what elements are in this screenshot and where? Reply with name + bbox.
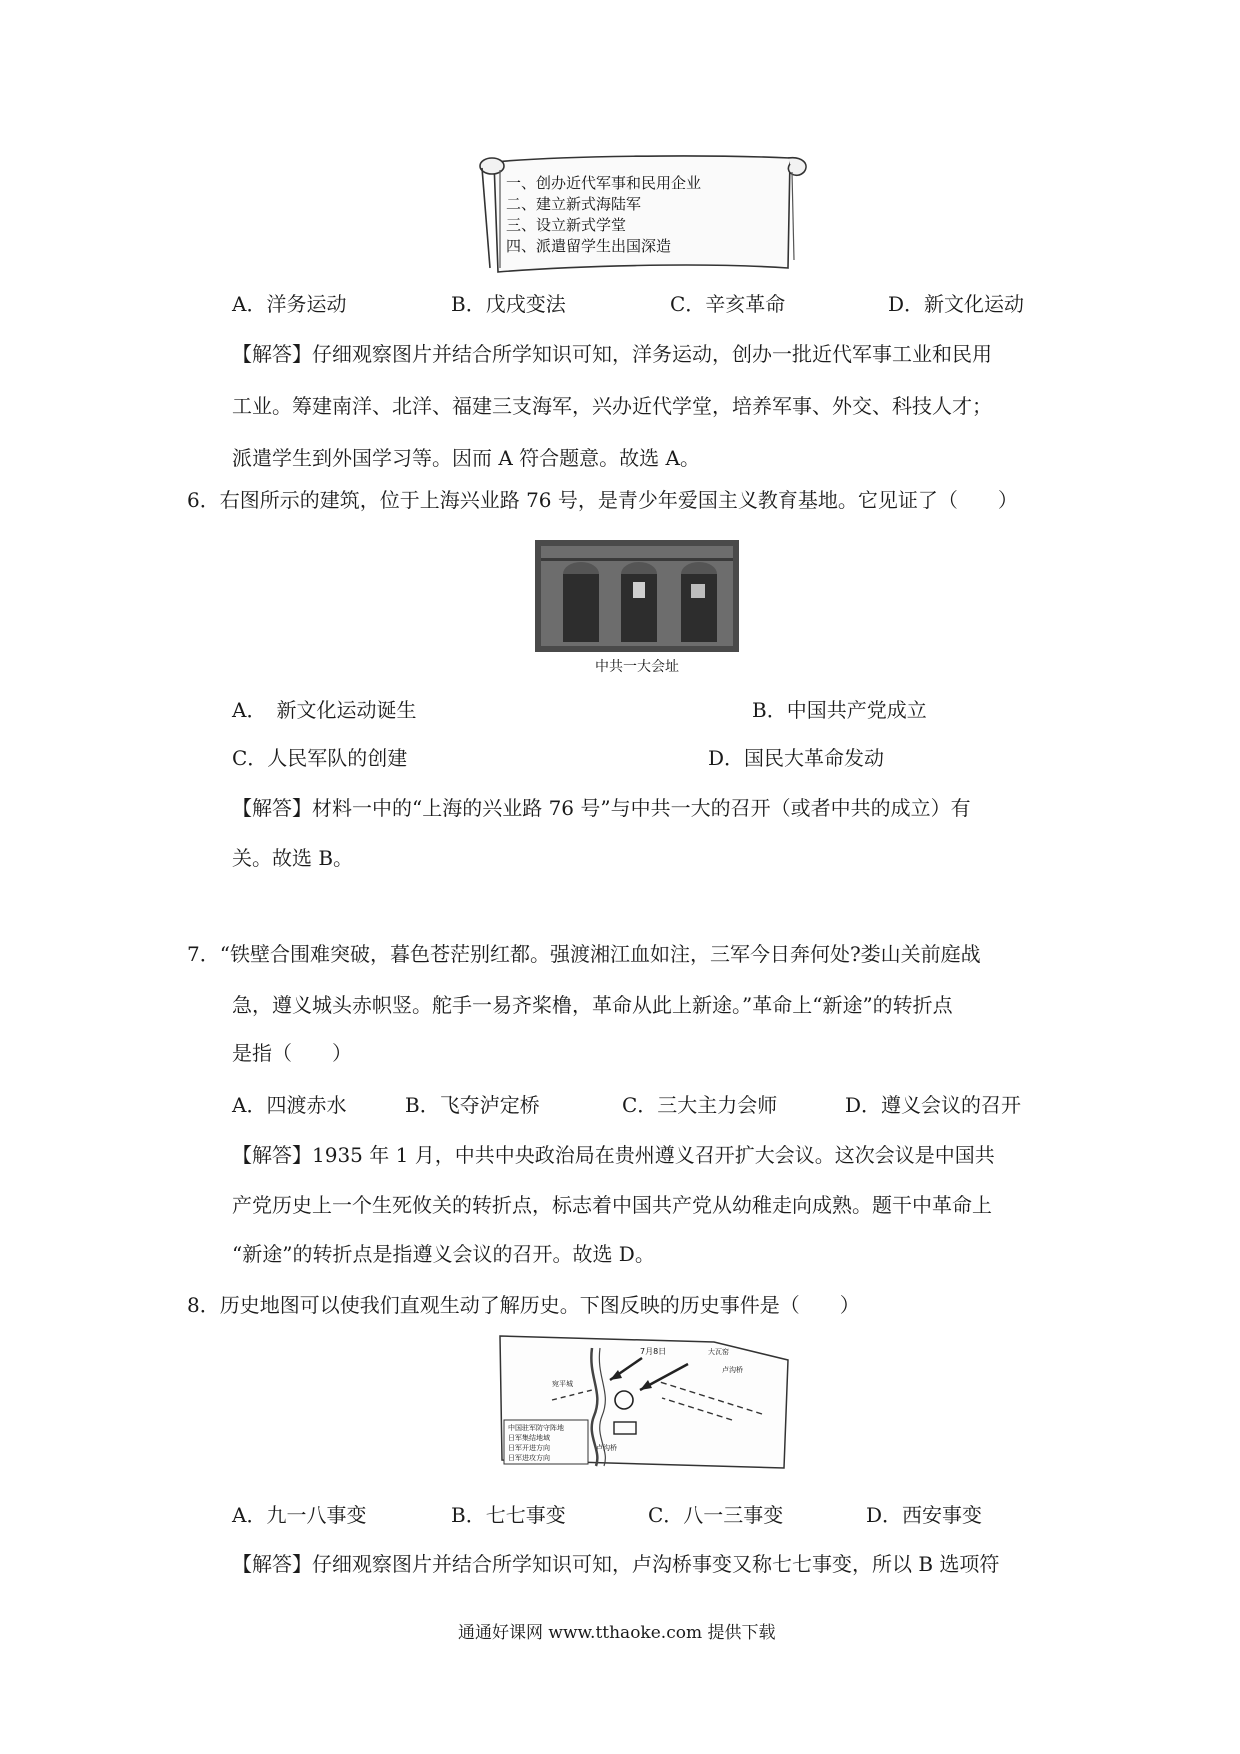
q7-answer-line-3: “新途”的转折点是指遵义会议的召开。故选 D。 xyxy=(232,1242,655,1266)
q5-answer-line-3: 派遣学生到外国学习等。因而 A 符合题意。故选 A。 xyxy=(232,446,700,470)
q7-answer-line-1: 【解答】1935 年 1 月，中共中央政治局在贵州遵义召开扩大会议。这次会议是中国共 xyxy=(232,1143,995,1167)
q6-option-a: A． 新文化运动诞生 xyxy=(232,698,417,722)
map-label-place-4: 卢沟桥 xyxy=(596,1444,617,1452)
q7-option-b: B．飞夺泸定桥 xyxy=(405,1093,540,1117)
scroll-image xyxy=(470,150,820,275)
scroll-item-2: 二、建立新式海陆军 xyxy=(506,195,642,213)
page-footer: 通通好课网 www.tthaoke.com 提供下载 xyxy=(458,1623,776,1643)
q8-option-a: A．九一八事变 xyxy=(232,1503,367,1527)
map-label-place-2: 卢沟桥 xyxy=(722,1366,743,1374)
q7-option-a: A．四渡赤水 xyxy=(232,1093,347,1117)
map-legend-1: 中国驻军防守阵地 xyxy=(508,1424,564,1432)
q5-answer-line-2: 工业。筹建南洋、北洋、福建三支海军，兴办近代学堂，培养军事、外交、科技人才； xyxy=(232,394,992,418)
q6-answer-line-1: 【解答】材料一中的“上海的兴业路 76 号”与中共一大的召开（或者中共的成立）有 xyxy=(232,796,971,820)
q7-question-line-3: 是指（ ） xyxy=(232,1041,352,1065)
map-label-place-1: 大瓦窑 xyxy=(708,1348,729,1356)
q7-question-line-2: 急，遵义城头赤帜竖。舵手一易齐桨橹，革命从此上新途。”革命上“新途”的转折点 xyxy=(232,993,953,1017)
q5-option-a: A．洋务运动 xyxy=(232,292,347,316)
map-label-place-3: 宛平城 xyxy=(552,1380,573,1388)
q8-option-d: D．西安事变 xyxy=(866,1503,983,1527)
q7-question-line-1: 7．“铁壁合围难突破，暮色苍茫别红都。强渡湘江血如注，三军今日奔何处?娄山关前庭战 xyxy=(187,942,981,966)
map-legend-3: 日军开进方向 xyxy=(508,1444,550,1452)
lugou-bridge-map xyxy=(492,1328,792,1472)
map-legend-4: 日军进攻方向 xyxy=(508,1454,550,1462)
q5-option-d: D．新文化运动 xyxy=(888,292,1025,316)
photo-caption: 中共一大会址 xyxy=(595,659,679,675)
scroll-item-1: 一、创办近代军事和民用企业 xyxy=(506,174,702,192)
scroll-item-3: 三、设立新式学堂 xyxy=(506,216,627,234)
q6-answer-line-2: 关。故选 B。 xyxy=(232,846,354,870)
q6-option-b: B．中国共产党成立 xyxy=(752,698,927,722)
q8-option-c: C．八一三事变 xyxy=(648,1503,784,1527)
q6-question: 6．右图所示的建筑，位于上海兴业路 76 号，是青少年爱国主义教育基地。它见证了（ ） xyxy=(187,488,1018,512)
q8-question: 8．历史地图可以使我们直观生动了解历史。下图反映的历史事件是（ ） xyxy=(187,1293,860,1317)
building-photo xyxy=(535,540,739,678)
map-legend-2: 日军集结地域 xyxy=(508,1434,550,1442)
q5-answer-line-1: 【解答】仔细观察图片并结合所学知识可知，洋务运动，创办一批近代军事工业和民用 xyxy=(232,342,992,366)
q6-option-c: C．人民军队的创建 xyxy=(232,746,408,770)
scroll-item-4: 四、派遣留学生出国深造 xyxy=(506,237,672,255)
map-label-date: 7月8日 xyxy=(640,1347,667,1356)
q7-option-d: D．遵义会议的召开 xyxy=(845,1093,1022,1117)
q5-option-b: B．戊戌变法 xyxy=(451,292,566,316)
q7-answer-line-2: 产党历史上一个生死攸关的转折点，标志着中国共产党从幼稚走向成熟。题干中革命上 xyxy=(232,1193,992,1217)
q6-option-d: D．国民大革命发动 xyxy=(708,746,885,770)
q8-option-b: B．七七事变 xyxy=(451,1503,566,1527)
q8-answer-line-1: 【解答】仔细观察图片并结合所学知识可知，卢沟桥事变又称七七事变，所以 B 选项符 xyxy=(232,1552,1000,1576)
q7-option-c: C．三大主力会师 xyxy=(622,1093,778,1117)
q5-option-c: C．辛亥革命 xyxy=(670,292,786,316)
